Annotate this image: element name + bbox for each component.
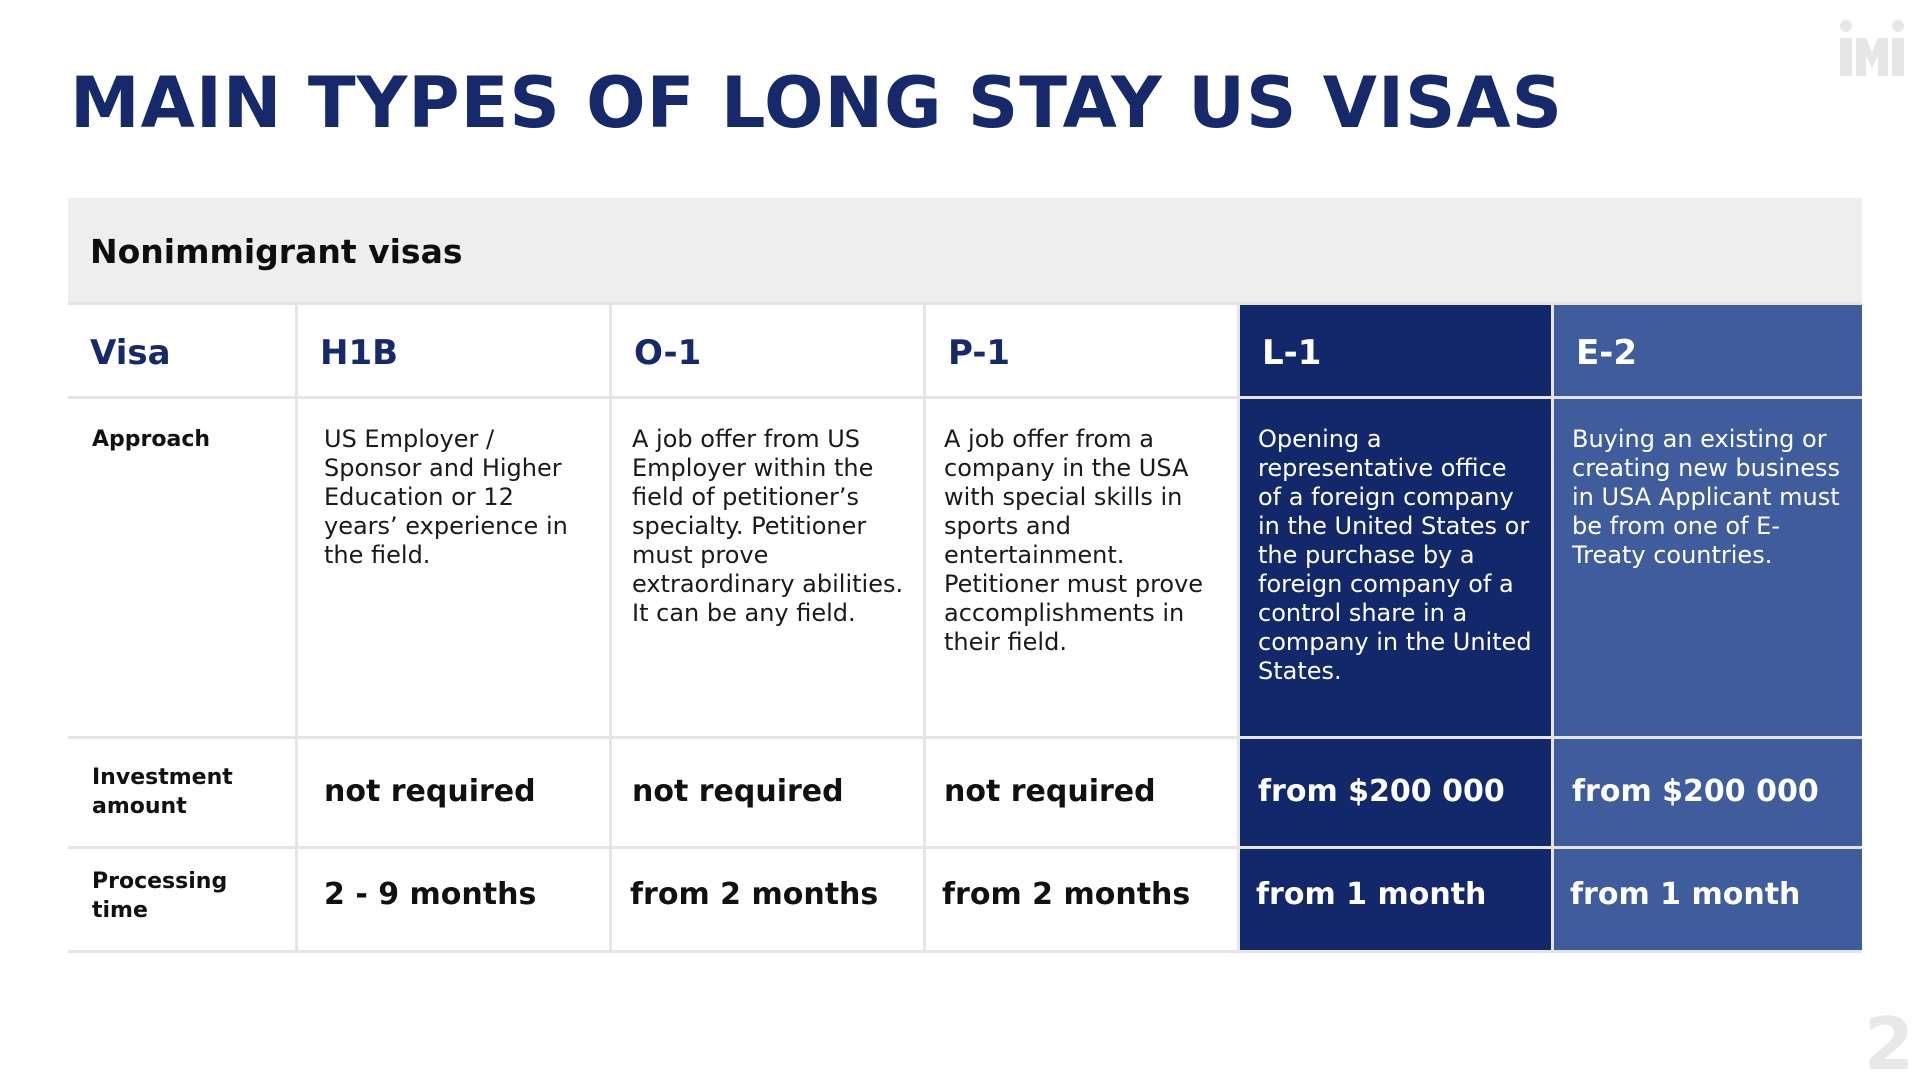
approach-h1b-cell (298, 399, 609, 736)
investment-p1: not required (944, 774, 1156, 809)
header-p1-cell (926, 305, 1237, 396)
processing-h1b: 2 - 9 months (324, 877, 537, 912)
investment-l1-cell (1240, 739, 1551, 846)
approach-l1: Opening a representative office of a foreign company in the United States or the purchase by a foreign company of a control share in a company in the United States. (1258, 425, 1532, 685)
approach-p1-cell (926, 399, 1237, 736)
header-visa-cell (68, 305, 295, 396)
approach-e2-cell (1554, 399, 1862, 736)
approach-l1-cell (1240, 399, 1551, 736)
approach-label-cell (68, 399, 295, 736)
processing-o1-cell (612, 849, 923, 950)
approach-e2: Buying an existing or creating new business in USA Applicant must be from one of E-Treaty countries. (1572, 425, 1840, 569)
section-band (68, 198, 1862, 302)
processing-l1-cell (1240, 849, 1551, 950)
header-visa-label: Visa (90, 333, 171, 373)
investment-label: Investment amount (92, 765, 233, 819)
visa-name-l1: L-1 (1262, 333, 1322, 373)
imi-logo (1832, 18, 1912, 78)
processing-p1: from 2 months (942, 877, 1191, 912)
processing-h1b-cell (298, 849, 609, 950)
visa-name-o1: O-1 (634, 333, 702, 373)
page-number: 2 (1864, 1002, 1915, 1086)
processing-e2-cell (1554, 849, 1862, 950)
investment-label-cell (68, 739, 295, 846)
investment-l1: from $200 000 (1258, 774, 1505, 809)
visa-name-h1b: H1B (320, 333, 399, 373)
header-h1b-cell (298, 305, 609, 396)
approach-h1b: US Employer / Sponsor and Higher Education or 12 years’ experience in the field. (324, 425, 568, 569)
visa-table (68, 198, 1862, 953)
approach-p1: A job offer from a company in the USA with special skills in sports and entertainment. Petitioner must prove accomplishments in their field. (944, 425, 1204, 656)
approach-o1-cell (612, 399, 923, 736)
header-e2-cell (1554, 305, 1862, 396)
processing-o1: from 2 months (630, 877, 879, 912)
processing-l1: from 1 month (1256, 877, 1487, 912)
approach-o1: A job offer from US Employer within the field of petitioner’s specialty. Petitioner must prove extraordinary abilities. It can be any field. (632, 425, 904, 627)
processing-label-cell (68, 849, 295, 950)
processing-label: Processing time (92, 869, 228, 923)
investment-o1-cell (612, 739, 923, 846)
processing-e2: from 1 month (1570, 877, 1801, 912)
header-l1-cell (1240, 305, 1551, 396)
investment-h1b: not required (324, 774, 536, 809)
investment-p1-cell (926, 739, 1237, 846)
page-title: MAIN TYPES OF LONG STAY US VISAS (70, 62, 1564, 144)
header-o1-cell (612, 305, 923, 396)
investment-e2-cell (1554, 739, 1862, 846)
visa-name-e2: E-2 (1576, 333, 1637, 373)
visa-name-p1: P-1 (948, 333, 1011, 373)
investment-e2: from $200 000 (1572, 774, 1819, 809)
approach-label: Approach (92, 427, 211, 452)
section-label: Nonimmigrant visas (90, 232, 463, 271)
investment-h1b-cell (298, 739, 609, 846)
processing-p1-cell (926, 849, 1237, 950)
investment-o1: not required (632, 774, 844, 809)
